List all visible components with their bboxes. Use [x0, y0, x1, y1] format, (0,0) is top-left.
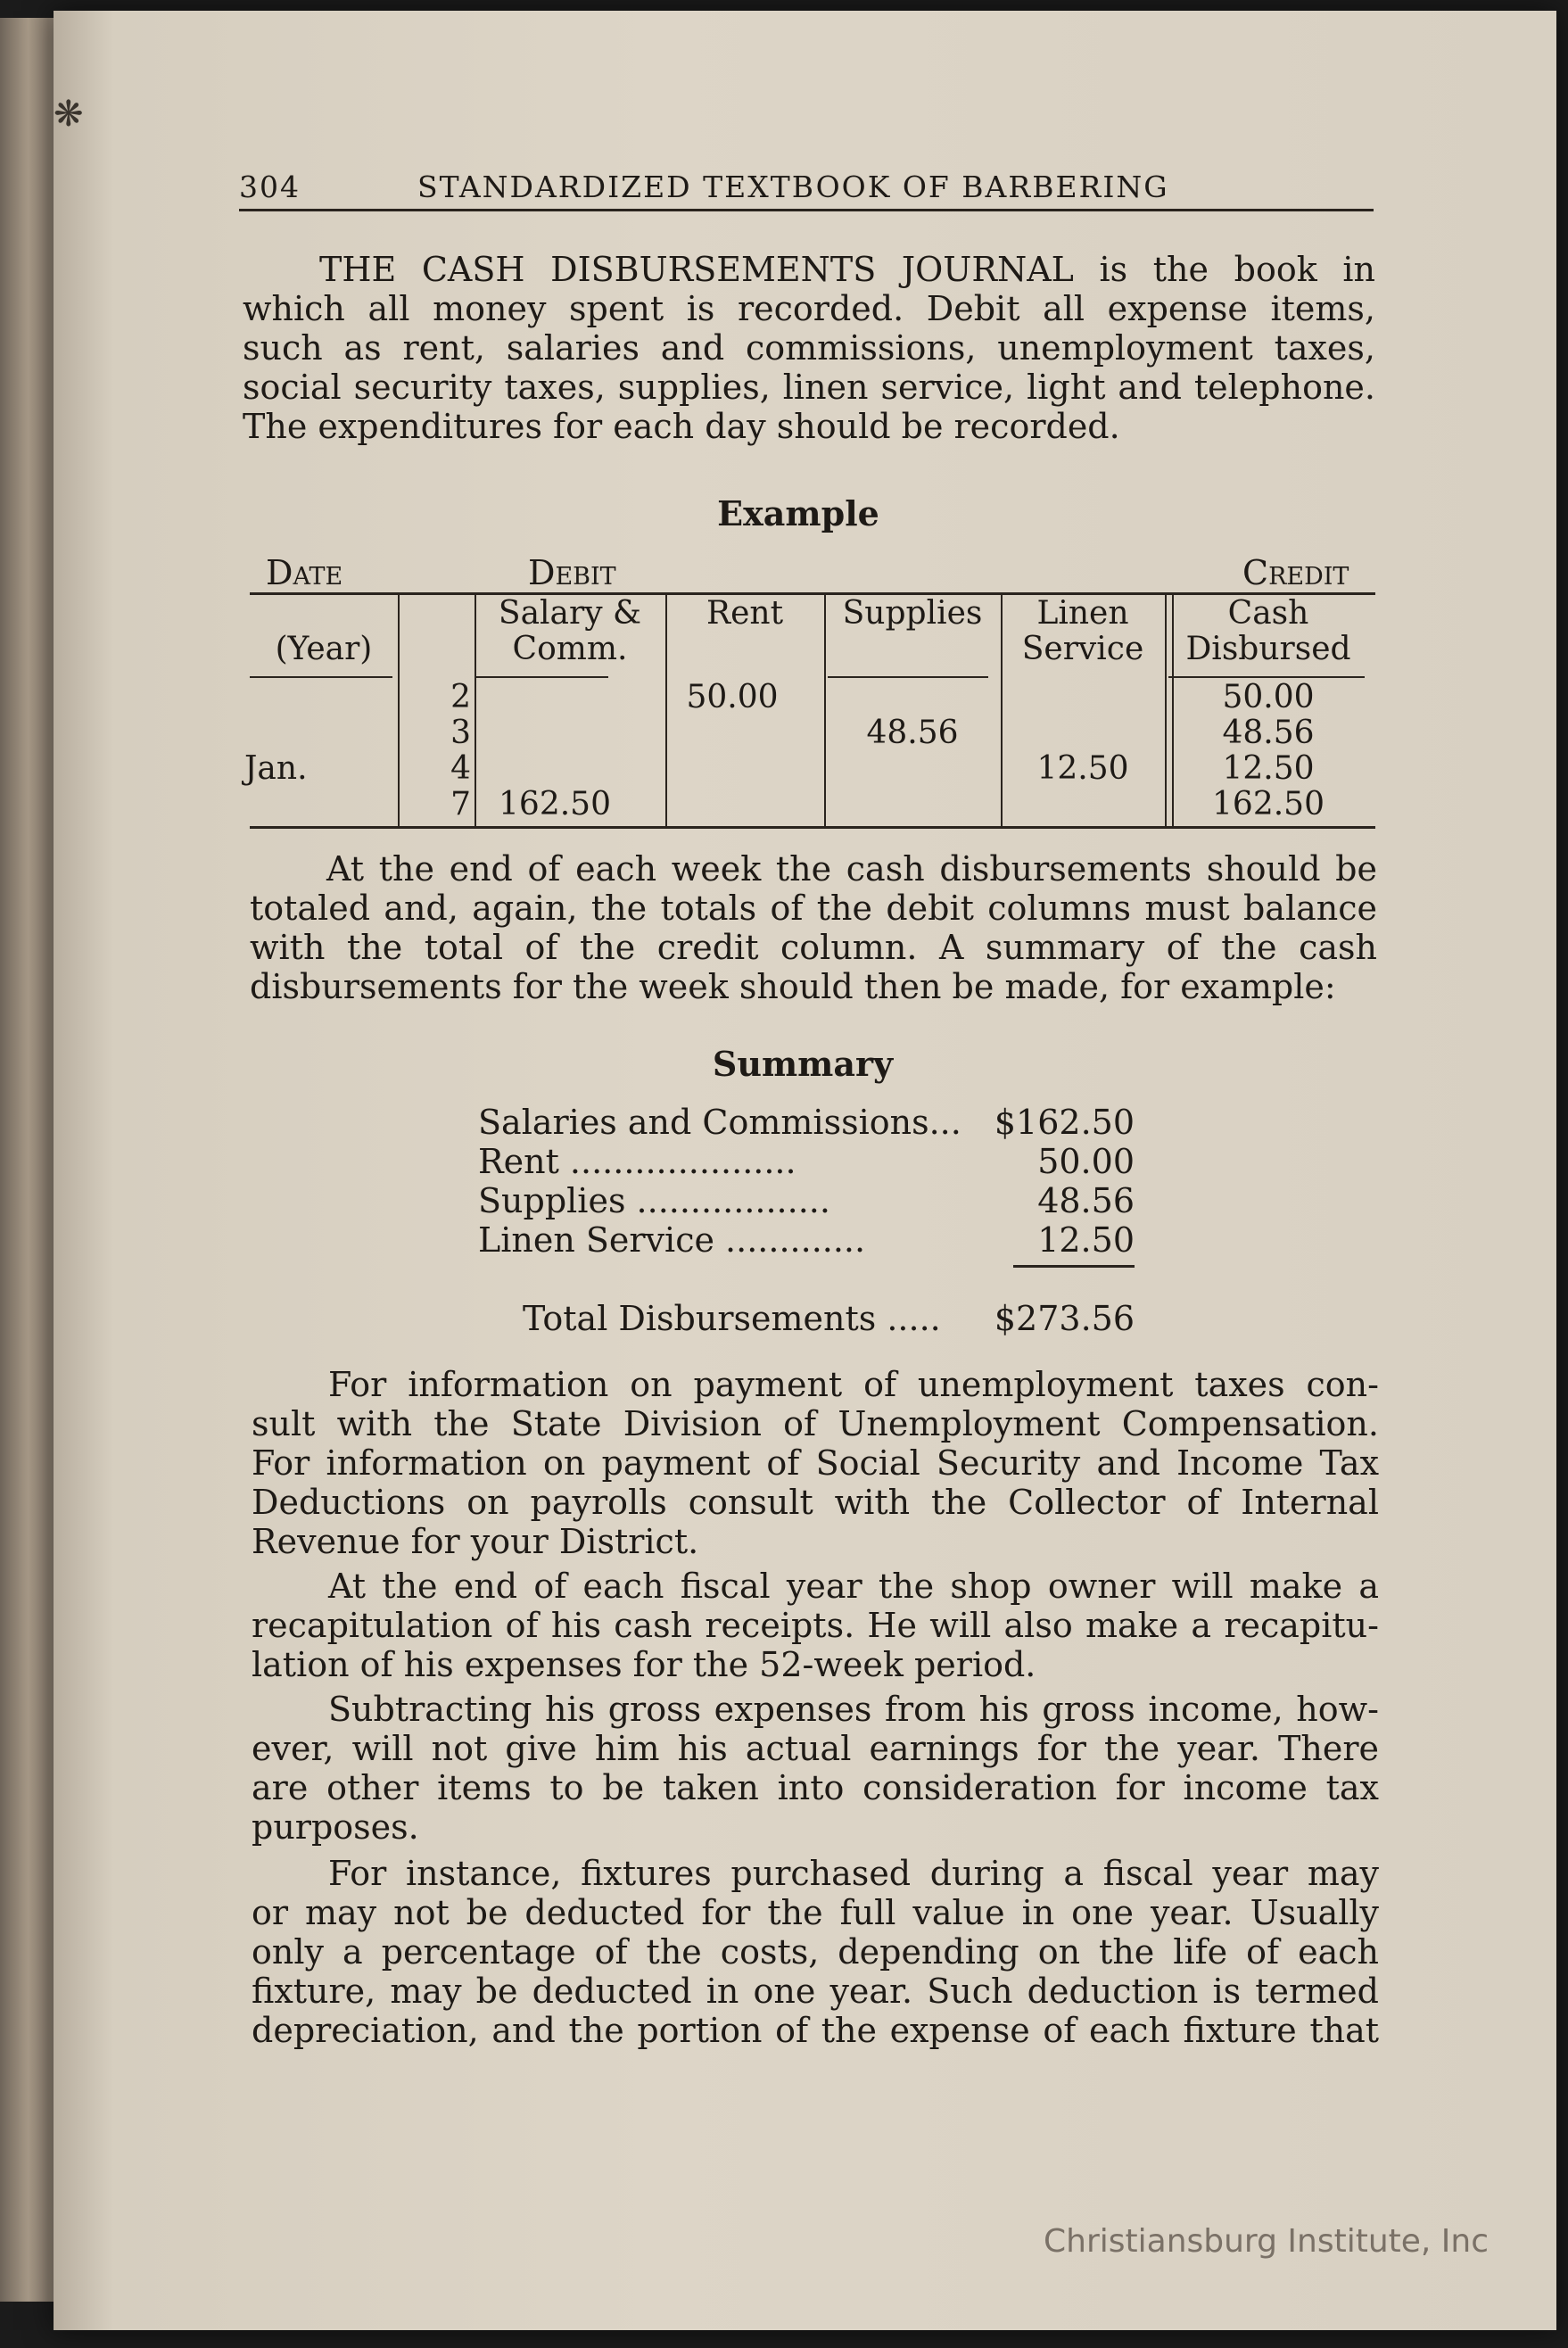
date-label: Date [266, 553, 343, 592]
journal-table [244, 589, 1374, 830]
text-line: At the end of each fiscal year the shop owner will make a [328, 1567, 1379, 1606]
text-line: only a percentage of the costs, depending on the life of each [252, 1932, 1379, 1972]
paragraph-unemployment [252, 1365, 1379, 1561]
col-header-salary: Comm. [512, 631, 628, 667]
text-line: fixture, may be deducted in one year. Such deduction is termed [252, 1972, 1379, 2011]
text-line: are other items to be taken into consideration for income tax [252, 1768, 1379, 1807]
text-line: Deductions on payrolls consult with the Collector of Internal [252, 1483, 1379, 1522]
summary-amount: 48.56 [1037, 1181, 1135, 1220]
col-header-linen: Linen [1036, 595, 1129, 632]
table-bottom-rule [250, 826, 1375, 829]
linen-cell: 12.50 [1036, 750, 1129, 787]
summary-item [478, 1142, 1135, 1181]
text-line: Revenue for your District. [252, 1522, 699, 1561]
text-line: or may not be deducted for the full value in one year. Usually [252, 1893, 1379, 1932]
paragraph-fiscal-year [252, 1567, 1379, 1684]
cash-cell: 48.56 [1222, 715, 1315, 751]
day-cell: 2 [450, 679, 471, 715]
rent-cell: 50.00 [686, 679, 779, 715]
summary-amount: 50.00 [1037, 1142, 1135, 1181]
summary-item [478, 1220, 1135, 1260]
text-line: recapitulation of his cash receipts. He will also make a recapitu- [252, 1606, 1379, 1645]
text-line: social security taxes, supplies, linen service, light and telephone. [243, 368, 1375, 407]
text-line: ever, will not give him his actual earnings for the year. There [252, 1729, 1379, 1768]
page-number: 304 [239, 169, 301, 204]
running-header [239, 169, 1374, 211]
col-header-cash: Cash [1227, 595, 1309, 632]
summary-label: Salaries and Commissions... [478, 1103, 961, 1142]
cash-cell: 50.00 [1222, 679, 1315, 715]
salary-cell: 162.50 [499, 786, 611, 823]
header-rule [250, 676, 392, 678]
summary-total-label: Total Disbursements ..... [523, 1299, 941, 1338]
header-rule [1168, 676, 1365, 678]
text-line: THE CASH DISBURSEMENTS JOURNAL is the book in [319, 250, 1375, 289]
text-line: which all money spent is recorded. Debit all expense items, [243, 289, 1375, 328]
text-line: For instance, fixtures purchased during a fiscal year may [328, 1854, 1379, 1893]
summary-label: Linen Service ............. [478, 1220, 866, 1260]
col-divider [1165, 594, 1167, 826]
debit-label: Debit [528, 553, 616, 592]
text-line: disbursements for the week should then be made, for example: [250, 967, 1336, 1006]
summary-amount: $162.50 [994, 1103, 1135, 1142]
text-line: Subtracting his gross expenses from his gross income, how- [328, 1690, 1379, 1729]
col-header-year: (Year) [275, 631, 373, 667]
credit-label: Credit [1242, 553, 1349, 592]
summary-total [478, 1299, 1135, 1338]
summary-label: Rent ..................... [478, 1142, 796, 1181]
paragraph-fixtures [252, 1854, 1379, 2050]
header-rule [475, 676, 608, 678]
col-header-rent: Rent [706, 595, 784, 632]
text-line: For information on payment of Social Security and Income Tax [252, 1443, 1379, 1483]
summary-total-amount: $273.56 [994, 1299, 1135, 1338]
col-header-salary: Salary & [498, 595, 642, 632]
text-line: purposes. [252, 1807, 419, 1847]
watermark: Christiansburg Institute, Inc [1044, 2223, 1490, 2260]
summary-item [478, 1181, 1135, 1220]
col-header-linen: Service [1021, 631, 1144, 667]
text-line: The expenditures for each day should be recorded. [243, 407, 1120, 446]
month-label: Jan. [244, 750, 308, 787]
summary-label: Supplies .................. [478, 1181, 830, 1220]
supplies-cell: 48.56 [866, 715, 959, 751]
table-top-rule [250, 592, 1375, 595]
text-line: depreciation, and the portion of the expense of each fixture that [252, 2011, 1379, 2050]
text-line: such as rent, salaries and commissions, unemployment taxes, [243, 328, 1375, 368]
page-tab-mark-icon: ❋ [54, 94, 84, 135]
cash-cell: 12.50 [1222, 750, 1315, 787]
text-line: with the total of the credit column. A summary of the cash [250, 928, 1377, 967]
summary-rule-row [478, 1260, 1135, 1299]
intro-paragraph [243, 250, 1375, 446]
text-line: At the end of each week the cash disbursements should be [326, 849, 1377, 889]
cash-cell: 162.50 [1212, 786, 1325, 823]
col-header-supplies: Supplies [842, 595, 983, 632]
summary-item [478, 1103, 1135, 1142]
text-line: sult with the State Division of Unemployment Compensation. [252, 1404, 1379, 1443]
header-rule [828, 676, 988, 678]
paragraph-subtracting [252, 1690, 1379, 1847]
week-paragraph [250, 849, 1377, 1006]
col-header-cash: Disbursed [1185, 631, 1351, 667]
summary-amount: 12.50 [1037, 1220, 1135, 1260]
day-cell: 7 [450, 786, 471, 823]
text-line: totaled and, again, the totals of the debit columns must balance [250, 889, 1377, 928]
running-title: STANDARDIZED TEXTBOOK OF BARBERING [417, 169, 1169, 204]
text-line: For information on payment of unemployment taxes con- [328, 1365, 1379, 1404]
summary-heading: Summary [712, 1044, 894, 1084]
example-heading: Example [717, 493, 879, 533]
summary-total-rule [1013, 1265, 1135, 1268]
day-cell: 3 [450, 715, 471, 751]
text-line: lation of his expenses for the 52-week period. [252, 1645, 1036, 1684]
summary-list [478, 1103, 1135, 1338]
day-cell: 4 [450, 750, 471, 787]
